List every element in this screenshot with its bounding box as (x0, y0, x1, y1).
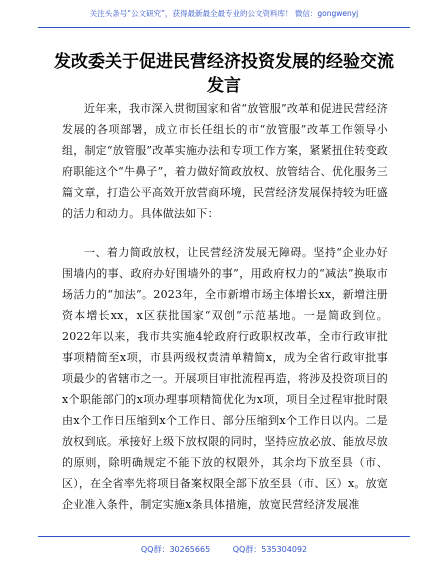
paragraph-intro: 近年来，我市深入贯彻国家和省“放管服”改革和促进民营经济发展的各项部署，成立市长任组长的市“放管服”改革工作领导小组，制定“放管服”改革实施办法和专项工作方案，紧紧扭住转变政府职能这个“牛鼻子”，着力做好简政放权、放管结合、优化服务三篇文章，打造公平高效开放营商环境，民营经济发展保持较为旺盛的活力和动力。具体做法如下： (62, 102, 388, 220)
paragraph-section-1: 一、着力简政放权，让民营经济发展无障碍。坚持“企业办好围墙内的事、政府办好围墙外的事”，用政府权力的“减法”换取市场活力的“加法”。2023年，全市新增市场主体增长xx，新增注册资本增长xx，x区获批国家“双创”示范基地。一是简政到位。2022年以来，我市共实施4轮政府行政职权改革，全市行政审批事项精简至x项，市县两级权责清单精简x，成为全省行政审批事项最少的省辖市之一。开展项目审批流程再造，将涉及投资项目的x个职能部门的x项办理事项精简优化为x项，项目全过程审批时限由x个工作日压缩到x个工作日、部分压缩到x个工作日以内。二是放权到底。承接好上级下放权限的同时，坚持应放必放、能放尽放的原则，除明确规定不能下放的权限外，其余均下放至县（市、区），在全省率先将项目备案权限全部下放至县（市、区）x。放宽企业准入条件，制定实施x条具体措施，放宽民营经济发展准 (62, 246, 388, 511)
document-body (62, 98, 388, 515)
footer-qq-group-1: QQ群：30265665 (140, 545, 211, 554)
top-banner: 关注头条号“公文研究”，获得最新最全最专业的公文资料库！ 微信：gongwenyj (89, 9, 359, 18)
bottom-divider (38, 536, 410, 537)
footer-qq-group-2: QQ群：535304092 (232, 545, 308, 554)
top-divider (38, 27, 410, 28)
footer (0, 544, 448, 555)
document-title: 发改委关于促进民营经济投资发展的经验交流发言 (54, 52, 394, 96)
